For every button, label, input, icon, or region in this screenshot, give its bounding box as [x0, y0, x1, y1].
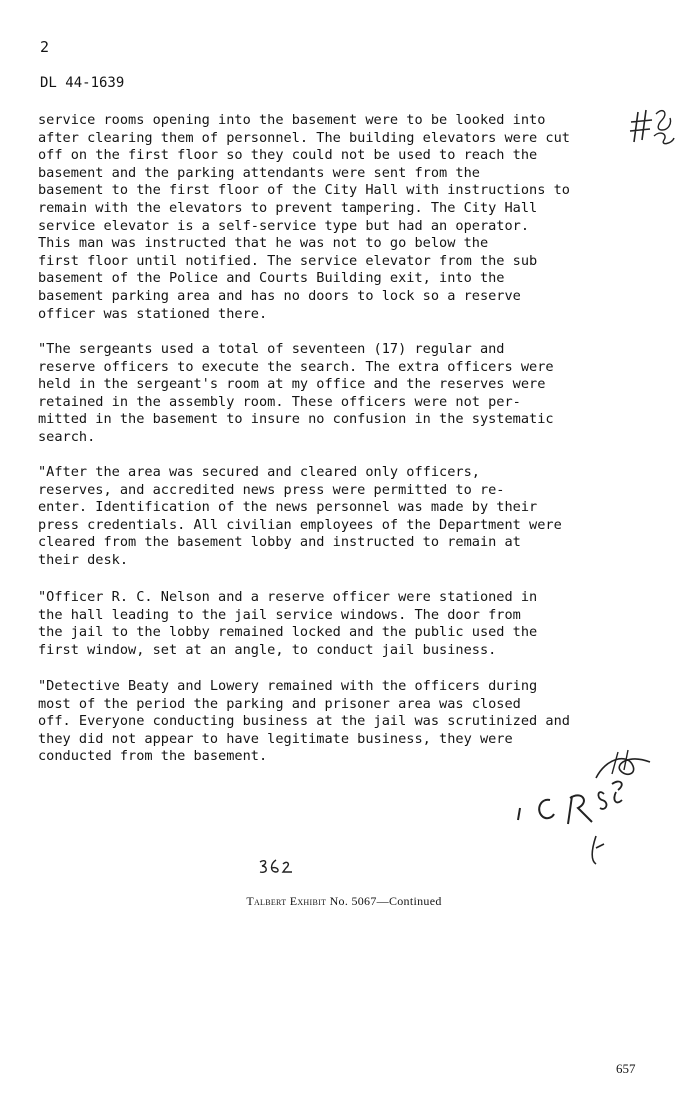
paragraph-1: service rooms opening into the basement were to be looked into after clearing them of personnel. The building elevators were cut off on the first floor so they could not be used to reach the basement and the parking attendants were sent from the basement to the first floor of the City Hall with instructions to remain with the elevators to prevent tampering. The City Hall service elevator is a self-service type but had an operator. This man was instructed that he was not to go below the first floor until notified. The service elevator from the sub basement of the Police and Courts Building exit, into the basement parking area and has no doors to lock so a reserve officer was stationed there.	[38, 112, 570, 322]
paragraph-2: "The sergeants used a total of seventeen (17) regular and reserve officers to execute the search. The extra officers were held in the sergeant's room at my office and the reserves were retained in the assembly room. These officers were not per- mitted in the basement to insure no confusion in the systematic search.	[38, 341, 554, 445]
file-number: DL 44-1639	[40, 75, 125, 91]
folio-number: 657	[616, 1061, 636, 1076]
paragraph-5: "Detective Beaty and Lowery remained with the officers during most of the period the parking and prisoner area was closed off. Everyone conducting business at the jail was scrutinized and they did not appear to have legitimate business, they were conducted from the basement.	[38, 678, 570, 765]
page-number: 2	[40, 38, 50, 56]
handwritten-initials-signature	[500, 748, 660, 878]
caption-exhibit: Exhibit	[289, 894, 327, 908]
exhibit-caption	[0, 894, 688, 909]
handwritten-margin-note	[628, 100, 678, 148]
caption-number: No. 5067—Continued	[329, 894, 442, 908]
caption-name: Talbert	[246, 894, 287, 908]
paragraph-3: "After the area was secured and cleared only officers, reserves, and accredited news press were permitted to re- enter. Identification of the news personnel was made by their press credentials. All civilian employees of the Department were cleared from the basement lobby and instructed to remain at their desk.	[38, 464, 562, 568]
handwritten-page-mark	[256, 856, 296, 878]
paragraph-4: "Officer R. C. Nelson and a reserve officer were stationed in the hall leading to the jail service windows. The door from the jail to the lobby remained locked and the public used the first window, set at an angle, to conduct jail business.	[38, 589, 538, 658]
